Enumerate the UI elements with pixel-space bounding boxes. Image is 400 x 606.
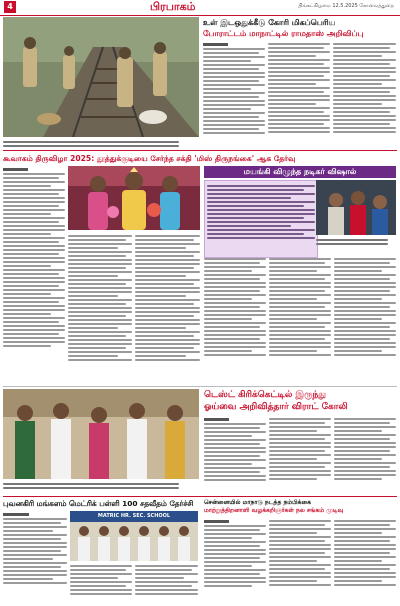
- pageant-illustration: [68, 166, 200, 230]
- vishal-photo: [316, 180, 396, 235]
- section-divider-1: [3, 150, 397, 151]
- story6-headline-line2: மாற்றுத்திறனாளி வழக்கறிஞர்கள் நல சங்கம் முடிவு: [204, 507, 344, 514]
- railway-photo-caption: [3, 139, 199, 148]
- crowd-illustration: [316, 180, 396, 235]
- ceremony-photo: [3, 389, 199, 479]
- story6-headline-line1: சென்னையில் மாநாடு நடத்த நம்பிக்கை: [204, 499, 311, 506]
- story6-column-3: [334, 518, 396, 603]
- story5-column-2: [70, 563, 132, 603]
- story6-column-2: [269, 518, 331, 603]
- school-sign-text: MATRIC HR. SEC. SCHOOL: [97, 513, 171, 519]
- story2-column-1: [3, 166, 65, 386]
- story3-column-1: [204, 256, 266, 381]
- ceremony-illustration: [3, 389, 199, 479]
- story5-headline: புவனகிரி மங்களம் மெட்ரிக் பள்ளி 100 சதவீதம் தேர்ச்சி: [3, 499, 194, 508]
- ceremony-photo-caption: [3, 481, 199, 490]
- section-divider-2: [3, 386, 397, 387]
- pageant-winners-photo: [68, 166, 200, 230]
- story3-column-2: [269, 256, 331, 381]
- story1-column-2: [268, 41, 330, 149]
- story2-column-2: [68, 233, 132, 386]
- story1-column-3: [333, 41, 396, 149]
- story3-summary-box: [204, 180, 318, 258]
- story3-column-3: [334, 256, 396, 381]
- story2-headline: கூவாகம் திருவிழா 2025: தூத்துக்குடியை சேர்ந்த சக்தி 'மிஸ் திருநங்கை' ஆக தேர்வு: [3, 154, 296, 163]
- dateline: திங்கட்கிழமை 12.5.2025 கோவைத்துறை: [298, 3, 394, 9]
- railway-scene-illustration: [3, 17, 199, 137]
- story4-column-1: [204, 416, 266, 496]
- story4-headline-line2: ஓய்வை அறிவித்தார் விராட் கோலி: [204, 402, 348, 412]
- story5-column-1: [3, 511, 67, 603]
- story2-column-3: [135, 233, 200, 386]
- story6-column-1: [204, 518, 266, 603]
- story1-headline-line2: போராட்டம் மாநாட்டில் ராமதாஸ் அறிவிப்பு: [203, 29, 364, 38]
- school-students-photo: [70, 511, 198, 561]
- masthead: [0, 0, 400, 16]
- newspaper-brand: பிரபாகம்: [150, 0, 196, 13]
- railway-police-photo: [3, 17, 199, 137]
- vishal-photo-caption: [316, 237, 396, 246]
- story1-column-1: [203, 41, 265, 149]
- story4-headline: டெஸ்ட் கிரிக்கெட்டில் இருந்து: [204, 390, 327, 400]
- story4-column-3: [334, 416, 396, 496]
- section-divider-3: [3, 496, 397, 497]
- story1-headline-line1: உள் இடஒதுக்கீடு கோரி மிகப்பெரிய: [203, 18, 336, 27]
- story4-column-2: [269, 416, 331, 496]
- story3-banner: மயங்கி விழுந்த நடிகர் விஷால்: [204, 166, 396, 178]
- page-number: 4: [4, 1, 16, 13]
- story5-column-3: [135, 563, 198, 603]
